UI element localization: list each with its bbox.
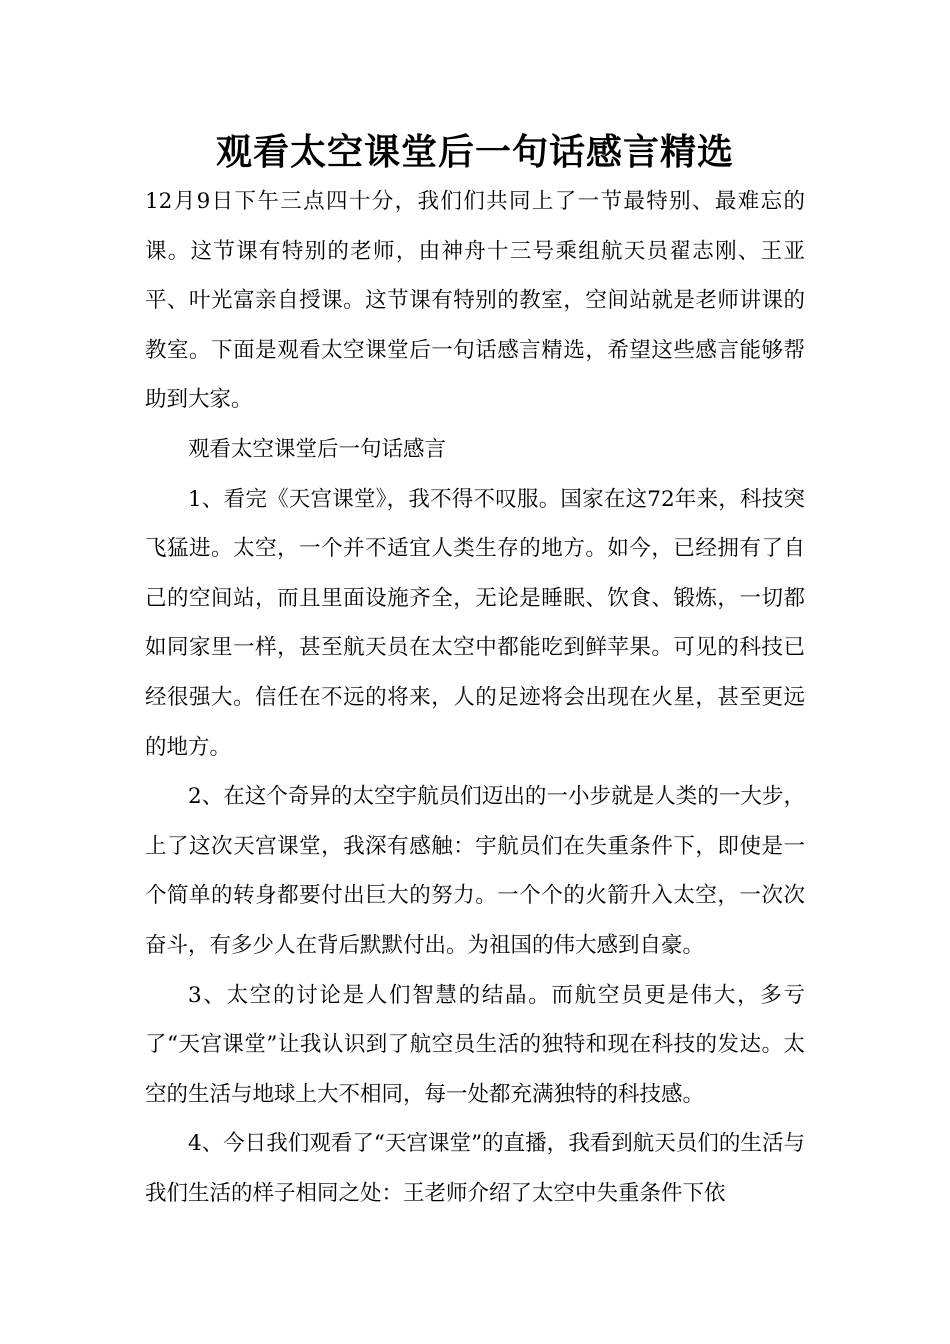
quote-paragraph-1: 1、看完《天宫课堂》，我不得不叹服。国家在这72年来，科技突飞猛进。太空，一个并不适宜人类生存的地方。如今，已经拥有了自己的空间站，而且里面设施齐全，无论是睡眠、饮食、锻炼，一切都如同家里一样，甚至航天员在太空中都能吃到鲜苹果。可见的科技已经很强大。信任在不远的将来，人的足迹将会出现在火星，甚至更远的地方。 xyxy=(145,486,805,760)
document-body xyxy=(145,177,805,1218)
quote-paragraph-2: 2、在这个奇异的太空宇航员们迈出的一小步就是人类的一大步，上了这次天宫课堂，我深有感触：宇航员们在失重条件下，即使是一个简单的转身都要付出巨大的努力。一个个的火箭升入太空，一次次奋斗，有多少人在背后默默付出。为祖国的伟大感到自豪。 xyxy=(145,784,805,958)
document-title: 观看太空课堂后一句话感言精选 xyxy=(215,132,734,173)
quote-paragraph-4: 4、今日我们观看了“天宫课堂”的直播，我看到航天员们的生活与我们生活的样子相同之处：王老师介绍了太空中失重条件下依 xyxy=(145,1131,805,1206)
intro-paragraph: 12月9日下午三点四十分，我们们共同上了一节最特别、最难忘的课。这节课有特别的老师，由神舟十三号乘组航天员翟志刚、王亚平、叶光富亲自授课。这节课有特别的教室，空间站就是老师讲课的教室。下面是观看太空课堂后一句话感言精选，希望这些感言能够帮助到大家。 xyxy=(145,189,805,413)
quote-paragraph-3: 3、太空的讨论是人们智慧的结晶。而航空员更是伟大，多亏了“天宫课堂”让我认识到了航空员生活的独特和现在科技的发达。太空的生活与地球上大不相同，每一处都充满独特的科技感。 xyxy=(145,982,805,1107)
section-heading: 观看太空课堂后一句话感言 xyxy=(188,436,447,462)
